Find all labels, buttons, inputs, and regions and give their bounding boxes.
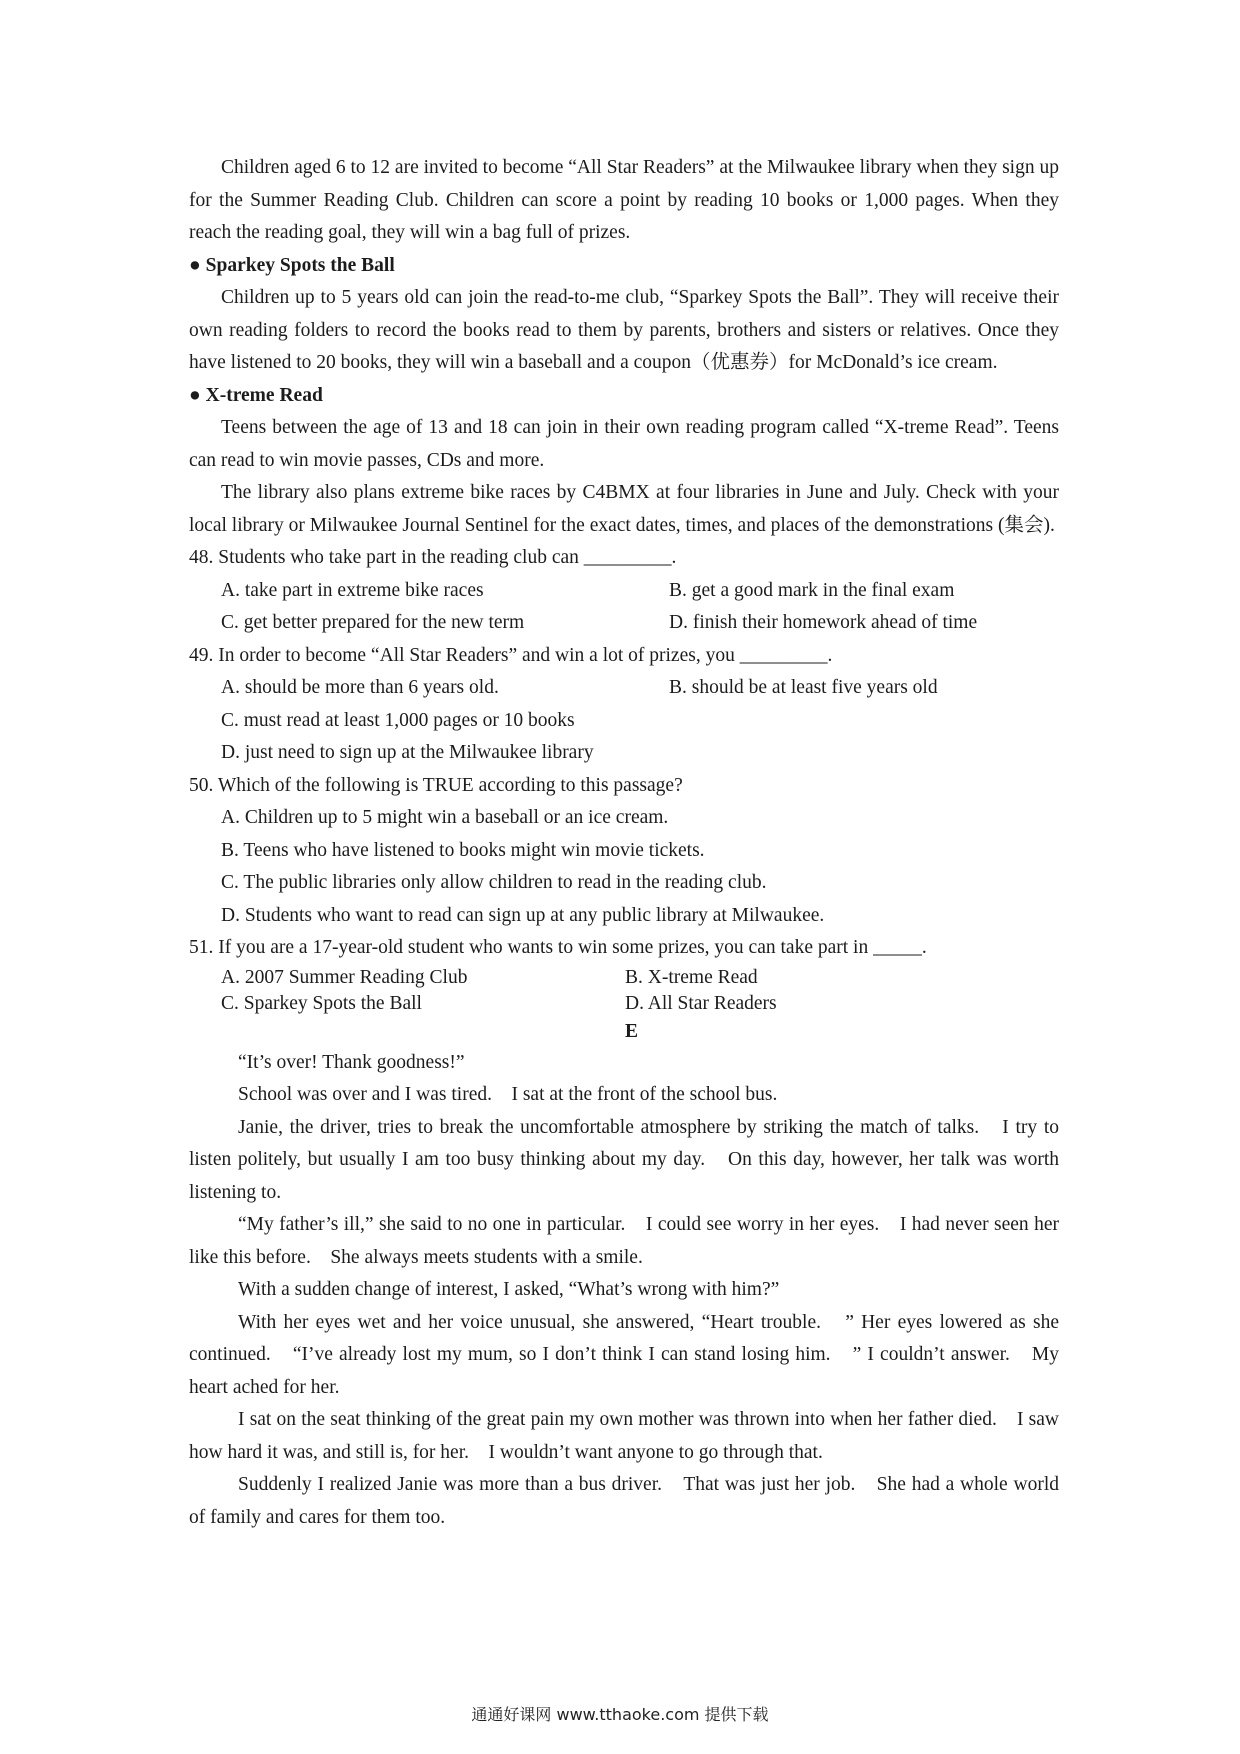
- story-paragraph: I sat on the seat thinking of the great pain my own mother was thrown into when her father died. I saw how hard it was, and still is, for her. I wouldn’t want anyone to go through that.: [189, 1409, 1059, 1463]
- section-paragraph-xtreme: Teens between the age of 13 and 18 can join in their own reading program called “X-treme Read”. Teens can read to win movie passes, CDs and more.: [189, 417, 1059, 471]
- section-paragraph-sparkey: Children up to 5 years old can join the read-to-me club, “Sparkey Spots the Ball”. They will receive their own reading folders to record the books read to them by parents, brothers and sisters or relatives. Once they have listened to 20 books, they will win a baseball and a coupon（优惠券）for McDonald’s ice cream.: [189, 287, 1059, 373]
- question-50-option-d: D. Students who want to read can sign up at any public library at Milwaukee.: [221, 904, 825, 926]
- story-paragraph: Suddenly I realized Janie was more than a bus driver. That was just her job. She had a whole world of family and cares for them too.: [189, 1474, 1059, 1528]
- question-48-option-d: D. finish their homework ahead of time: [669, 612, 978, 633]
- story-paragraph: School was over and I was tired. I sat at the front of the school bus.: [238, 1084, 778, 1105]
- question-51-option-a: A. 2007 Summer Reading Club: [221, 966, 468, 988]
- story-paragraph: Janie, the driver, tries to break the uncomfortable atmosphere by striking the match of talks. I try to listen politely, but usually I am too busy thinking about my day. On this day, however, her talk was worth listening to.: [189, 1116, 1059, 1203]
- question-48-option-a: A. take part in extreme bike races: [221, 579, 484, 601]
- question-50-stem: 50. Which of the following is TRUE according to this passage?: [189, 774, 683, 796]
- intro-paragraph: Children aged 6 to 12 are invited to become “All Star Readers” at the Milwaukee library when they sign up for the Summer Reading Club. Children can score a point by reading 10 books or 1,000 pages. When they reach the reading goal, they will win a bag full of prizes.: [189, 157, 1059, 243]
- question-48-option-c: C. get better prepared for the new term: [221, 612, 525, 633]
- question-51-options-row-1: [189, 965, 1059, 991]
- story-paragraph: “My father’s ill,” she said to no one in particular. I could see worry in her eyes. I had never seen her like this before. She always meets students with a smile.: [189, 1214, 1059, 1268]
- question-48-stem: 48. Students who take part in the reading club can _________.: [189, 547, 677, 568]
- question-51-options-row-2: [189, 991, 1059, 1017]
- document-page: [189, 152, 1059, 1534]
- question-49-option-b: B. should be at least five years old: [669, 677, 938, 698]
- closing-paragraph: The library also plans extreme bike races by C4BMX at four libraries in June and July. Check with your local library or Milwaukee Journal Sentinel for the exact dates, times, and places of the demonstrations (集会).: [189, 482, 1059, 536]
- question-49-option-d: D. just need to sign up at the Milwaukee library: [221, 742, 594, 763]
- question-51-option-d: D. All Star Readers: [625, 992, 777, 1014]
- question-48-option-b: B. get a good mark in the final exam: [669, 579, 955, 601]
- question-51-stem: 51. If you are a 17-year-old student who wants to win some prizes, you can take part in _____.: [189, 937, 927, 958]
- question-49-options-row-1: [189, 672, 1059, 705]
- story-paragraph: “It’s over! Thank goodness!”: [238, 1051, 465, 1073]
- question-51-option-b: B. X-treme Read: [625, 966, 758, 988]
- section-heading-xtreme: ● X-treme Read: [189, 384, 323, 406]
- question-49-option-c: C. must read at least 1,000 pages or 10 books: [221, 709, 575, 731]
- question-48-options-row-1: [189, 575, 1059, 608]
- story-paragraph: With her eyes wet and her voice unusual, she answered, “Heart trouble. ” Her eyes lowered as she continued. “I’ve already lost my mum, so I don’t think I can stand losing him. ” I couldn’t answer. My heart ached for her.: [189, 1311, 1059, 1398]
- section-heading-sparkey: ● Sparkey Spots the Ball: [189, 254, 395, 276]
- question-50-option-a: A. Children up to 5 might win a baseball or an ice cream.: [221, 807, 669, 828]
- page-footer: 通通好课网 www.tthaoke.com 提供下载: [471, 1705, 769, 1724]
- question-49-stem: 49. In order to become “All Star Readers” and win a lot of prizes, you _________.: [189, 644, 833, 666]
- question-48-options-row-2: [189, 607, 1059, 640]
- section-e-label: E: [625, 1020, 639, 1042]
- question-50-option-c: C. The public libraries only allow children to read in the reading club.: [221, 872, 767, 893]
- question-51-option-c: C. Sparkey Spots the Ball: [221, 992, 422, 1014]
- question-49-option-a: A. should be more than 6 years old.: [221, 677, 499, 698]
- story-paragraph: With a sudden change of interest, I asked, “What’s wrong with him?”: [238, 1279, 780, 1300]
- question-50-option-b: B. Teens who have listened to books might win movie tickets.: [221, 839, 705, 861]
